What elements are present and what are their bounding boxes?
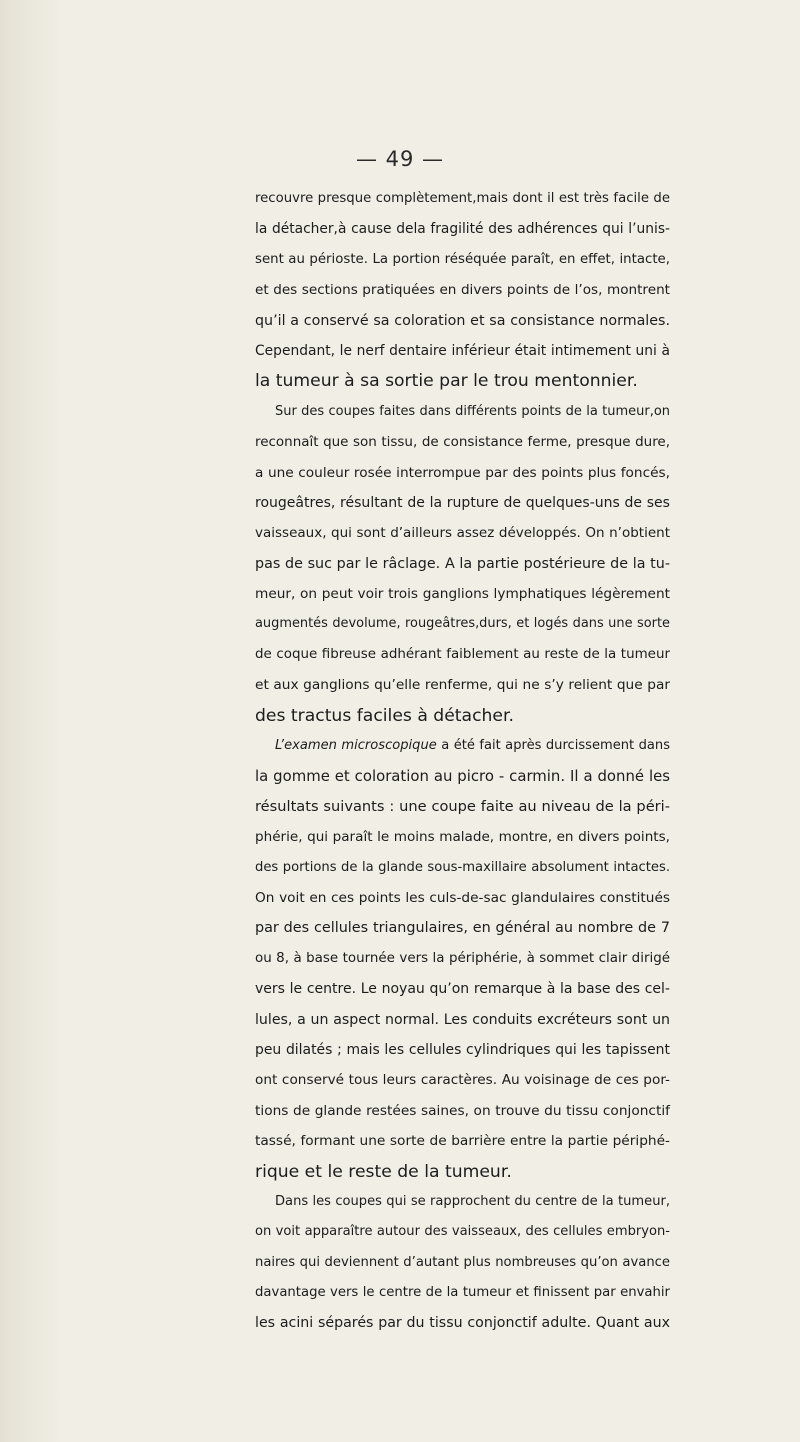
text-line: ou 8, à base tournée vers la périphérie, à sommet clair dirigé [255,950,670,966]
text-line: peu dilatés ; mais les cellules cylindriques qui les tapissent [255,1041,670,1058]
text-line: on voit apparaître autour des vaisseaux, des cellules embryon- [255,1224,670,1240]
text-line: phérie, qui paraît le moins malade, montre, en divers points, [255,829,670,846]
text-line: Cependant, le nerf dentaire inférieur était intimement uni à [255,342,670,359]
text-line: reconnaît que son tissu, de consistance ferme, presque dure, [255,434,670,451]
text-line: qu’il a conservé sa coloration et sa consistance normales. [255,312,670,329]
text-line: vers le centre. Le noyau qu’on remarque à la base des cel- [255,981,670,998]
text-line: lules, a un aspect normal. Les conduits excréteurs sont un [255,1011,670,1028]
text-line: pas de suc par le râclage. A la partie postérieure de la tu- [255,555,670,572]
text-line: tions de glande restées saines, on trouve du tissu conjonctif [255,1102,670,1119]
text-line: la détacher,à cause dela fragilité des adhérences qui l’unis- [255,221,670,238]
text-line: rique et le reste de la tumeur. [255,1161,512,1182]
page-number: — 49 — [355,147,445,171]
text-line: davantage vers le centre de la tumeur et finissent par envahir [255,1285,670,1301]
text-line: vaisseaux, qui sont d’ailleurs assez développés. On n’obtient [255,525,670,542]
text-line: la gomme et coloration au picro - carmin. Il a donné les [255,767,670,786]
text-line: la tumeur à sa sortie par le trou mentonnier. [255,371,638,392]
text-line: naires qui deviennent d’autant plus nombreuses qu’on avance [255,1254,670,1270]
text-line [255,731,670,761]
text-line: tassé, formant une sorte de barrière entre la partie périphé- [255,1133,670,1150]
text-line: résultats suivants : une coupe faite au niveau de la péri- [255,797,670,815]
text-line: et des sections pratiquées en divers points de l’os, montrent [255,282,670,299]
text-line: des tractus faciles à détacher. [255,705,514,726]
text-line: augmentés devolume, rougeâtres,durs, et logés dans une sorte [255,616,670,632]
text-line: On voit en ces points les culs-de-sac glandulaires constitués [255,889,670,906]
text-line: meur, on peut voir trois ganglions lymphatiques légèrement [255,586,670,603]
text-line: ont conservé tous leurs caractères. Au voisinage de ces por- [255,1072,670,1089]
text-line: des portions de la glande sous-maxillaire absolument intactes. [255,859,670,875]
text-line: a une couleur rosée interrompue par des points plus foncés, [255,464,670,481]
text-line: sent au périoste. La portion réséquée paraît, en effet, intacte, [255,251,670,267]
text-line-rest: a été fait après durcissement dans [436,738,670,754]
text-line: et aux ganglions qu’elle renferme, qui ne s’y relient que par [255,677,670,694]
text-line: de coque fibreuse adhérant faiblement au reste de la tumeur [255,646,670,662]
body-text [255,184,670,1339]
italic-heading: L’examen microscopique [275,738,437,754]
text-line: par des cellules triangulaires, en général au nombre de 7 [255,920,670,937]
text-line: Sur des coupes faites dans différents points de la tumeur,on [275,403,670,419]
text-line: recouvre presque complètement,mais dont il est très facile de [255,191,670,206]
text-line: rougeâtres, résultant de la rupture de quelques-uns de ses [255,494,670,511]
text-line: Dans les coupes qui se rapprochent du centre de la tumeur, [275,1193,670,1209]
text-line: les acini séparés par du tissu conjonctif adulte. Quant aux [255,1315,670,1332]
